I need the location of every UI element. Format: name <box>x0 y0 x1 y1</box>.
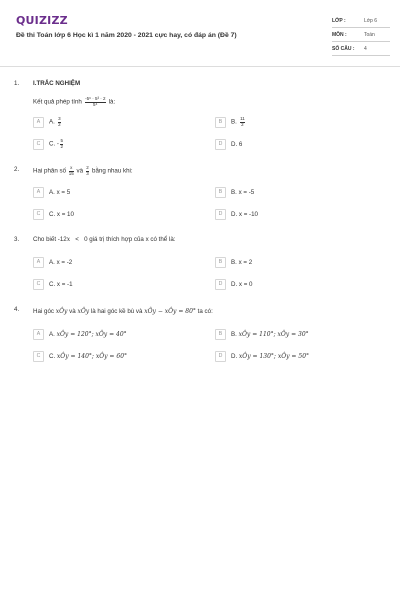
meta-row-subject <box>332 28 390 42</box>
option-letter-box: B <box>215 257 226 268</box>
option-text <box>49 117 62 127</box>
option-b[interactable] <box>215 116 246 128</box>
fraction-numerator: 5 <box>60 138 63 143</box>
angle-expression: xÔy <box>55 308 68 315</box>
option-letter-box: C <box>33 279 44 290</box>
meta-value: Lớp 6 <box>364 17 378 24</box>
option-text: B. x = 2 <box>231 258 253 266</box>
option-d[interactable] <box>215 208 258 220</box>
angle-expression: xÔy − xÔy = 80° <box>144 308 196 315</box>
option-letter-box: D <box>215 209 226 220</box>
option-text <box>49 353 127 360</box>
expression-fraction <box>85 97 106 107</box>
option-c[interactable] <box>33 138 64 150</box>
meta-key: LỚP : <box>332 17 346 24</box>
option-letter-box: D <box>215 139 226 150</box>
question-text-part: bằng nhau khi: <box>92 167 133 175</box>
option-label: A. <box>49 118 55 126</box>
option-label: B. <box>231 330 237 338</box>
question-text-part: < <box>75 236 79 243</box>
option-label: C. - <box>49 140 59 148</box>
option-letter-box: C <box>33 351 44 362</box>
option-label: D. <box>231 352 238 360</box>
angle-expression: xÔy <box>77 308 90 315</box>
question-text-lead: Kết quả phép tính <box>33 98 82 106</box>
meta-row-count <box>332 42 390 56</box>
fraction-denominator: 5⁴ <box>93 101 98 107</box>
question-text-part: Cho biết -12 <box>33 236 67 243</box>
worksheet-header <box>16 14 390 60</box>
angle-expression: xÔy = 130°; xÔy = 50° <box>238 352 310 360</box>
variable: x <box>66 236 71 243</box>
option-c[interactable] <box>33 208 74 220</box>
option-a[interactable] <box>33 328 127 340</box>
option-text <box>49 139 64 149</box>
question-text-part: Hai góc <box>33 308 54 315</box>
meta-value: Toán <box>364 31 375 38</box>
question-fraction <box>86 166 90 176</box>
option-text: A. x = 5 <box>49 188 71 196</box>
option-label: A. <box>49 330 55 338</box>
question-text-part: ta có: <box>197 308 213 315</box>
fraction-denominator: 15 <box>68 170 74 176</box>
question-text-part: và <box>69 308 76 315</box>
question-text <box>33 308 213 315</box>
option-text: B. x = -5 <box>231 188 255 196</box>
option-letter-box: A <box>33 117 44 128</box>
option-text: C. x = -1 <box>49 280 73 288</box>
option-a[interactable] <box>33 186 70 198</box>
meta-row-class <box>332 14 390 28</box>
option-b[interactable] <box>215 256 252 268</box>
question-text-part: và <box>76 167 84 175</box>
meta-value: 4 <box>364 45 367 52</box>
option-text: C. x = 10 <box>49 210 74 218</box>
fraction-denominator: 3 <box>86 170 89 176</box>
option-d[interactable] <box>215 138 242 150</box>
fraction-denominator: 2 <box>58 121 61 127</box>
option-text: D. x = 0 <box>231 280 253 288</box>
question-number: 3. <box>14 236 20 243</box>
meta-table <box>332 14 390 56</box>
fraction-numerator: 2 <box>86 165 89 170</box>
fraction-numerator: -5⁶ · 5³ · 2 <box>85 96 106 101</box>
option-letter-box: D <box>215 279 226 290</box>
option-text: A. x = -2 <box>49 258 73 266</box>
option-text <box>231 331 309 338</box>
option-text <box>49 331 127 338</box>
option-c[interactable] <box>33 278 73 290</box>
question-number: 4. <box>14 306 20 313</box>
question-number: 2. <box>14 166 20 173</box>
angle-expression: xÔy = 120°; xÔy = 40° <box>56 330 127 338</box>
fraction-numerator: 11 <box>240 116 245 121</box>
option-c[interactable] <box>33 350 127 362</box>
option-d[interactable] <box>215 278 253 290</box>
option-label: B. <box>231 118 237 126</box>
option-letter-box: D <box>215 351 226 362</box>
section-heading: I.TRẮC NGHIỆM <box>33 80 81 87</box>
option-letter-box: A <box>33 257 44 268</box>
option-text <box>231 117 246 127</box>
question-text <box>33 97 115 107</box>
question-text <box>33 236 176 243</box>
option-letter-box: B <box>215 187 226 198</box>
quizizz-logo: QUIZIZZ <box>16 14 68 27</box>
option-letter-box: B <box>215 117 226 128</box>
option-d[interactable] <box>215 350 309 362</box>
option-text: D. 6 <box>231 140 243 148</box>
option-label: C. <box>49 352 56 360</box>
question-text-part: là hai góc kề bù và <box>90 308 143 315</box>
option-fraction <box>58 117 62 127</box>
question-text-part: 0 giá trị thích hợp của x có thể là: <box>84 236 176 243</box>
document-title: Đề thi Toán lớp 6 Học kì 1 năm 2020 - 2021 cực hay, có đáp án (Đề 7) <box>16 32 237 39</box>
fraction-denominator: 2 <box>60 143 63 149</box>
option-text: D. x = -10 <box>231 210 258 218</box>
option-fraction <box>60 139 64 149</box>
angle-expression: xÔy = 110°; xÔy = 30° <box>238 330 309 338</box>
option-a[interactable] <box>33 256 72 268</box>
question-number: 1. <box>14 80 20 87</box>
angle-expression: xÔy = 140°; xÔy = 60° <box>56 352 128 360</box>
option-letter-box: B <box>215 329 226 340</box>
question-text <box>33 166 133 176</box>
question-text-suffix: là: <box>108 98 116 106</box>
option-text <box>231 353 309 360</box>
question-text-part: Hai phân số <box>33 167 67 175</box>
question-fraction <box>69 166 74 176</box>
fraction-numerator: x <box>70 165 73 170</box>
option-b[interactable] <box>215 328 309 340</box>
fraction-denominator: 2 <box>241 121 244 127</box>
option-letter-box: A <box>33 187 44 198</box>
option-letter-box: C <box>33 209 44 220</box>
option-letter-box: A <box>33 329 44 340</box>
option-a[interactable] <box>33 116 62 128</box>
option-letter-box: C <box>33 139 44 150</box>
meta-key: SỐ CÂU : <box>332 45 355 52</box>
option-fraction <box>240 117 246 127</box>
header-divider <box>0 66 400 67</box>
fraction-numerator: 3 <box>58 116 61 121</box>
option-b[interactable] <box>215 186 254 198</box>
meta-key: MÔN : <box>332 31 347 38</box>
